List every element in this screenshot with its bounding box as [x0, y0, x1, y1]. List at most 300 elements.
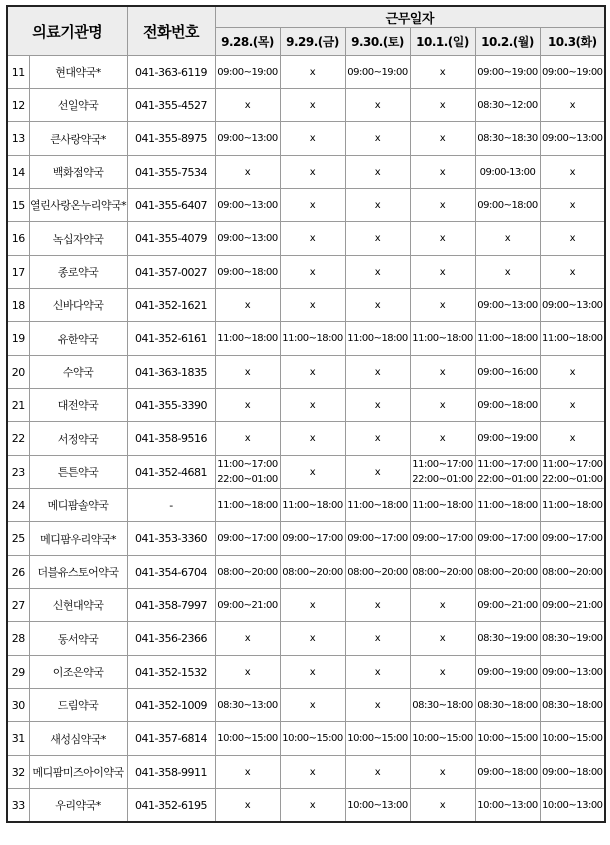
table-row	[7, 522, 605, 556]
hours-text: 08:30~19:00	[542, 633, 603, 644]
hours-text: 11:00~17:00	[412, 459, 473, 470]
day-cell	[280, 589, 345, 622]
pharmacy-phone: 041-358-9516	[127, 422, 215, 456]
hours-text: 22:00~01:00	[412, 474, 473, 485]
closed-mark: x	[244, 299, 251, 311]
pharmacy-name: 수약국	[29, 356, 127, 389]
day-cell	[345, 489, 410, 522]
day-cell	[280, 656, 345, 689]
day-cell	[345, 522, 410, 556]
hours-text: 10:00~15:00	[217, 733, 278, 744]
pharmacy-phone: 041-355-6407	[127, 189, 215, 222]
closed-mark: x	[374, 266, 381, 278]
pharmacy-phone: 041-358-7997	[127, 589, 215, 622]
closed-mark: x	[569, 199, 575, 211]
closed-mark: x	[439, 599, 446, 611]
header-day-0: 9.28.(목)	[215, 28, 280, 56]
hours-text: 10:00~15:00	[347, 733, 408, 744]
day-cell	[345, 389, 410, 422]
hours-text: 08:00~20:00	[217, 566, 278, 578]
day-cell	[215, 489, 280, 522]
closed-mark: x	[504, 266, 511, 278]
day-cell	[475, 89, 540, 122]
closed-mark: x	[569, 99, 575, 111]
day-cell	[280, 556, 345, 589]
closed-mark: x	[309, 399, 316, 411]
day-cell	[345, 222, 410, 256]
pharmacy-phone: 041-355-7534	[127, 156, 215, 189]
closed-mark: x	[309, 766, 316, 778]
hours-text: 11:00~18:00	[282, 333, 343, 344]
hours-text: 08:30~18:30	[477, 133, 538, 144]
table-row	[7, 622, 605, 656]
day-cell	[410, 156, 475, 189]
closed-mark: x	[569, 399, 575, 411]
closed-mark: x	[374, 133, 381, 144]
closed-mark: x	[439, 433, 446, 444]
pharmacy-name: 열린사랑온누리약국*	[29, 189, 127, 222]
closed-mark: x	[569, 433, 575, 444]
pharmacy-name: 튼튼약국	[29, 456, 127, 489]
day-cell	[540, 789, 605, 823]
closed-mark: x	[374, 466, 381, 478]
table-row	[7, 589, 605, 622]
row-number: 25	[7, 522, 29, 556]
hours-text: 08:30~18:00	[412, 699, 473, 711]
hours-text: 09:00~21:00	[542, 599, 603, 611]
closed-mark: x	[504, 233, 511, 244]
table-row	[7, 722, 605, 756]
row-number: 22	[7, 422, 29, 456]
closed-mark: x	[309, 433, 316, 444]
day-cell	[540, 622, 605, 656]
closed-mark: x	[439, 266, 446, 278]
day-cell	[280, 789, 345, 823]
pharmacy-phone: 041-357-6814	[127, 722, 215, 756]
hours-text: 10:00~13:00	[347, 799, 408, 811]
day-cell	[280, 522, 345, 556]
hours-text: 08:00~20:00	[347, 566, 408, 578]
day-cell	[280, 456, 345, 489]
day-cell	[280, 422, 345, 456]
day-cell	[215, 289, 280, 322]
closed-mark: x	[439, 299, 446, 311]
row-number: 17	[7, 256, 29, 289]
table-row	[7, 489, 605, 522]
day-cell	[345, 289, 410, 322]
day-cell	[215, 122, 280, 156]
hours-text: 09:00~21:00	[477, 599, 538, 611]
day-cell	[215, 89, 280, 122]
closed-mark: x	[374, 199, 381, 211]
day-cell	[410, 289, 475, 322]
day-cell	[345, 189, 410, 222]
row-number: 28	[7, 622, 29, 656]
pharmacy-phone: 041-352-4681	[127, 456, 215, 489]
pharmacy-name: 서정약국	[29, 422, 127, 456]
closed-mark: x	[439, 133, 446, 144]
hours-text: 22:00~01:00	[217, 474, 278, 485]
hours-text: 09:00~17:00	[412, 533, 473, 544]
closed-mark: x	[309, 99, 316, 111]
table-row	[7, 789, 605, 823]
header-day-4: 10.2.(월)	[475, 28, 540, 56]
pharmacy-name: 메디팜솔약국	[29, 489, 127, 522]
pharmacy-phone: 041-352-1532	[127, 656, 215, 689]
header-day-5: 10.3(화)	[540, 28, 605, 56]
hours-text: 09:00~17:00	[217, 533, 278, 544]
pharmacy-name: 동서약국	[29, 622, 127, 656]
day-cell	[280, 189, 345, 222]
closed-mark: x	[309, 799, 316, 811]
day-cell	[410, 489, 475, 522]
pharmacy-phone: 041-352-6195	[127, 789, 215, 823]
hours-text: 11:00~18:00	[542, 499, 603, 511]
hours-text: 10:00~15:00	[477, 733, 538, 744]
hours-text: 11:00~17:00	[477, 459, 538, 470]
closed-mark: x	[309, 366, 316, 378]
day-cell	[540, 156, 605, 189]
hours-text: 09:00~13:00	[477, 299, 538, 311]
closed-mark: x	[309, 266, 316, 278]
hours-text: 11:00~17:00	[217, 459, 278, 470]
day-cell	[540, 256, 605, 289]
day-cell	[540, 289, 605, 322]
day-cell	[410, 756, 475, 789]
row-number: 27	[7, 589, 29, 622]
day-cell	[475, 422, 540, 456]
day-cell	[215, 656, 280, 689]
day-cell	[215, 389, 280, 422]
table-row	[7, 556, 605, 589]
day-cell	[410, 589, 475, 622]
day-cell	[215, 622, 280, 656]
header-day-1: 9.29.(금)	[280, 28, 345, 56]
closed-mark: x	[439, 399, 446, 411]
pharmacy-phone: 041-355-4527	[127, 89, 215, 122]
hours-text: 09:00~13:00	[217, 199, 278, 211]
day-cell	[345, 56, 410, 89]
row-number: 31	[7, 722, 29, 756]
table-row	[7, 322, 605, 356]
day-cell	[540, 522, 605, 556]
day-cell	[540, 589, 605, 622]
pharmacy-name: 더블유스토어약국	[29, 556, 127, 589]
table-row	[7, 222, 605, 256]
row-number: 16	[7, 222, 29, 256]
day-cell	[540, 756, 605, 789]
hours-text: 09:00~17:00	[542, 533, 603, 544]
hours-text: 09:00~17:00	[477, 533, 538, 544]
day-cell	[280, 356, 345, 389]
table-row	[7, 256, 605, 289]
day-cell	[345, 722, 410, 756]
day-cell	[475, 689, 540, 722]
day-cell	[410, 722, 475, 756]
pharmacy-name: 이조은약국	[29, 656, 127, 689]
hours-text: 11:00~18:00	[217, 333, 278, 344]
schedule-body	[7, 56, 605, 823]
hours-text: 08:30~19:00	[477, 633, 538, 644]
day-cell	[475, 56, 540, 89]
closed-mark: x	[374, 699, 381, 711]
day-cell	[410, 522, 475, 556]
pharmacy-phone: 041-363-6119	[127, 56, 215, 89]
hours-text: 09:00~18:00	[477, 766, 538, 778]
closed-mark: x	[244, 433, 251, 444]
closed-mark: x	[374, 366, 381, 378]
closed-mark: x	[309, 233, 316, 244]
hours-text: 11:00~18:00	[542, 333, 603, 344]
table-row	[7, 56, 605, 89]
day-cell	[540, 89, 605, 122]
day-cell	[475, 356, 540, 389]
closed-mark: x	[374, 399, 381, 411]
table-row	[7, 456, 605, 489]
day-cell	[345, 422, 410, 456]
day-cell	[410, 122, 475, 156]
day-cell	[280, 222, 345, 256]
closed-mark: x	[374, 766, 381, 778]
day-cell	[475, 456, 540, 489]
day-cell	[215, 256, 280, 289]
day-cell	[410, 322, 475, 356]
day-cell	[540, 356, 605, 389]
closed-mark: x	[439, 666, 446, 678]
day-cell	[280, 322, 345, 356]
hours-text: 09:00~19:00	[217, 66, 278, 78]
hours-text: 09:00-13:00	[479, 166, 536, 178]
day-cell	[345, 789, 410, 823]
header-day-2: 9.30.(토)	[345, 28, 410, 56]
pharmacy-name: 현대약국*	[29, 56, 127, 89]
pharmacy-schedule-table	[6, 5, 606, 823]
hours-text: 11:00~18:00	[347, 499, 408, 511]
hours-text: 22:00~01:00	[477, 474, 538, 485]
row-number: 15	[7, 189, 29, 222]
closed-mark: x	[439, 366, 446, 378]
closed-mark: x	[439, 633, 446, 644]
closed-mark: x	[439, 199, 446, 211]
day-cell	[345, 756, 410, 789]
day-cell	[410, 256, 475, 289]
day-cell	[215, 56, 280, 89]
day-cell	[215, 322, 280, 356]
closed-mark: x	[439, 233, 446, 244]
pharmacy-name: 새성심약국*	[29, 722, 127, 756]
day-cell	[540, 122, 605, 156]
hours-text: 11:00~18:00	[477, 333, 538, 344]
closed-mark: x	[244, 666, 251, 678]
day-cell	[410, 222, 475, 256]
hours-text: 09:00~13:00	[542, 299, 603, 311]
day-cell	[540, 389, 605, 422]
day-cell	[345, 322, 410, 356]
pharmacy-phone: 041-358-9911	[127, 756, 215, 789]
table-row	[7, 689, 605, 722]
pharmacy-phone: 041-355-3390	[127, 389, 215, 422]
hours-text: 09:00~18:00	[217, 266, 278, 278]
hours-text: 08:00~20:00	[412, 566, 473, 578]
day-cell	[215, 189, 280, 222]
hours-text: 09:00~17:00	[282, 533, 343, 544]
day-cell	[280, 622, 345, 656]
day-cell	[345, 456, 410, 489]
table-row	[7, 389, 605, 422]
day-cell	[215, 156, 280, 189]
table-row	[7, 356, 605, 389]
day-cell	[475, 756, 540, 789]
closed-mark: x	[309, 699, 316, 711]
hours-text: 09:00~19:00	[347, 66, 408, 78]
hours-text: 08:30~12:00	[477, 99, 538, 111]
day-cell	[540, 489, 605, 522]
closed-mark: x	[374, 99, 381, 111]
row-number: 13	[7, 122, 29, 156]
day-cell	[345, 589, 410, 622]
closed-mark: x	[439, 766, 446, 778]
pharmacy-name: 메디팜미즈아이약국	[29, 756, 127, 789]
day-cell	[475, 122, 540, 156]
header-work-days: 근무일자	[215, 6, 605, 28]
table-row	[7, 656, 605, 689]
closed-mark: x	[244, 766, 251, 778]
pharmacy-name: 녹십자약국	[29, 222, 127, 256]
hours-text: 11:00~18:00	[477, 499, 538, 511]
hours-text: 08:30~13:00	[217, 699, 278, 711]
day-cell	[540, 556, 605, 589]
hours-text: 09:00~17:00	[347, 533, 408, 544]
day-cell	[410, 456, 475, 489]
closed-mark: x	[309, 633, 316, 644]
pharmacy-phone: 041-353-3360	[127, 522, 215, 556]
day-cell	[410, 56, 475, 89]
hours-text: 08:30~18:00	[542, 699, 603, 711]
closed-mark: x	[309, 166, 316, 178]
day-cell	[410, 689, 475, 722]
closed-mark: x	[244, 799, 251, 811]
day-cell	[215, 556, 280, 589]
pharmacy-phone: -	[127, 489, 215, 522]
pharmacy-name: 신현대약국	[29, 589, 127, 622]
hours-text: 08:00~20:00	[542, 566, 603, 578]
day-cell	[410, 422, 475, 456]
pharmacy-name: 대전약국	[29, 389, 127, 422]
hours-text: 10:00~15:00	[542, 733, 603, 744]
day-cell	[345, 689, 410, 722]
closed-mark: x	[309, 299, 316, 311]
hours-text: 11:00~17:00	[542, 459, 603, 470]
day-cell	[410, 789, 475, 823]
day-cell	[215, 689, 280, 722]
hours-text: 11:00~18:00	[347, 333, 408, 344]
day-cell	[475, 256, 540, 289]
day-cell	[410, 89, 475, 122]
closed-mark: x	[309, 199, 316, 211]
closed-mark: x	[439, 166, 446, 178]
hours-text: 08:30~18:00	[477, 699, 538, 711]
closed-mark: x	[309, 66, 316, 78]
day-cell	[540, 189, 605, 222]
day-cell	[280, 122, 345, 156]
day-cell	[475, 189, 540, 222]
hours-text: 09:00~13:00	[542, 133, 603, 144]
closed-mark: x	[374, 599, 381, 611]
closed-mark: x	[244, 166, 251, 178]
day-cell	[540, 56, 605, 89]
table-row	[7, 156, 605, 189]
pharmacy-phone: 041-357-0027	[127, 256, 215, 289]
hours-text: 22:00~01:00	[542, 474, 603, 485]
hours-text: 09:00~18:00	[477, 199, 538, 211]
day-cell	[475, 489, 540, 522]
hours-text: 10:00~13:00	[542, 799, 603, 811]
header-phone-number: 전화번호	[127, 6, 215, 56]
day-cell	[475, 556, 540, 589]
hours-text: 09:00~18:00	[477, 399, 538, 411]
pharmacy-name: 선일약국	[29, 89, 127, 122]
table-row	[7, 89, 605, 122]
hours-text: 11:00~18:00	[412, 333, 473, 344]
header-day-3: 10.1.(일)	[410, 28, 475, 56]
pharmacy-phone: 041-352-1009	[127, 689, 215, 722]
table-row	[7, 122, 605, 156]
pharmacy-name: 메디팜우리약국*	[29, 522, 127, 556]
day-cell	[475, 656, 540, 689]
row-number: 26	[7, 556, 29, 589]
table-row	[7, 756, 605, 789]
pharmacy-phone: 041-356-2366	[127, 622, 215, 656]
day-cell	[280, 89, 345, 122]
pharmacy-name: 백화점약국	[29, 156, 127, 189]
pharmacy-name: 드림약국	[29, 689, 127, 722]
day-cell	[345, 89, 410, 122]
closed-mark: x	[439, 99, 446, 111]
closed-mark: x	[309, 133, 316, 144]
hours-text: 11:00~18:00	[282, 499, 343, 511]
hours-text: 09:00~13:00	[542, 666, 603, 678]
hours-text: 11:00~18:00	[412, 499, 473, 511]
pharmacy-phone: 041-355-4079	[127, 222, 215, 256]
closed-mark: x	[374, 233, 381, 244]
day-cell	[215, 422, 280, 456]
header-institution-name: 의료기관명	[7, 6, 127, 56]
row-number: 18	[7, 289, 29, 322]
closed-mark: x	[374, 633, 381, 644]
hours-text: 08:00~20:00	[282, 566, 343, 578]
day-cell	[215, 589, 280, 622]
closed-mark: x	[244, 633, 251, 644]
pharmacy-phone: 041-352-1621	[127, 289, 215, 322]
day-cell	[345, 356, 410, 389]
pharmacy-phone: 041-354-6704	[127, 556, 215, 589]
day-cell	[475, 522, 540, 556]
hours-text: 09:00~19:00	[542, 66, 603, 78]
closed-mark: x	[309, 599, 316, 611]
pharmacy-name: 큰사랑약국*	[29, 122, 127, 156]
closed-mark: x	[439, 66, 446, 78]
day-cell	[345, 122, 410, 156]
day-cell	[215, 722, 280, 756]
pharmacy-phone: 041-352-6161	[127, 322, 215, 356]
hours-text: 11:00~18:00	[217, 499, 278, 511]
closed-mark: x	[374, 433, 381, 444]
day-cell	[475, 622, 540, 656]
hours-text: 09:00~13:00	[217, 233, 278, 244]
closed-mark: x	[569, 233, 575, 244]
day-cell	[410, 389, 475, 422]
day-cell	[280, 389, 345, 422]
